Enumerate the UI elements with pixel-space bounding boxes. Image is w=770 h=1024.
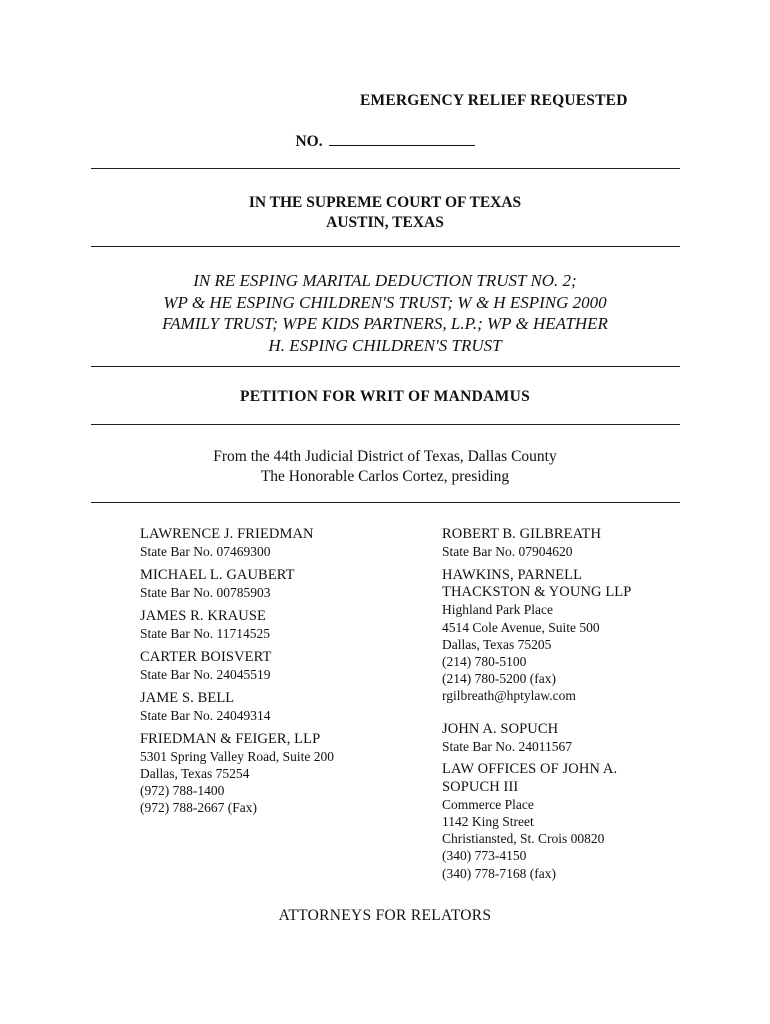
attorney-entry xyxy=(140,690,400,724)
firm-fax: (972) 788-2667 (Fax) xyxy=(140,800,257,816)
firm-fax: (340) 778-7168 (fax) xyxy=(442,865,556,881)
case-style-line-1: IN RE ESPING MARITAL DEDUCTION TRUST NO. 2; xyxy=(193,271,577,290)
court-line-1: IN THE SUPREME COURT OF TEXAS xyxy=(248,194,522,211)
attorney-bar-number: State Bar No. 07904620 xyxy=(442,544,573,560)
attorney-bar-number: State Bar No. 11714525 xyxy=(140,626,270,642)
attorney-bar-number: State Bar No. 24011567 xyxy=(442,738,572,754)
attorney-entry xyxy=(140,649,400,683)
attorney-bar-number: State Bar No. 24045519 xyxy=(140,666,271,682)
emergency-relief-heading: EMERGENCY RELIEF REQUESTED xyxy=(360,92,628,109)
case-style-line-4: H. ESPING CHILDREN'S TRUST xyxy=(268,335,502,355)
firm-block xyxy=(442,761,702,881)
court-name xyxy=(0,193,770,233)
origin-line-2: The Honorable Carlos Cortez, presiding xyxy=(260,468,510,485)
attorney-entry xyxy=(140,526,400,560)
firm-address-line: 1142 King Street xyxy=(442,814,534,830)
firm-address-line: Dallas, Texas 75205 xyxy=(442,636,552,652)
case-style-line-2: WP & HE ESPING CHILDREN'S TRUST; W & H ESPING 2000 xyxy=(163,292,607,312)
firm-email: rgilbreath@hptylaw.com xyxy=(442,688,576,704)
firm-name: THACKSTON & YOUNG LLP xyxy=(442,584,632,601)
divider xyxy=(91,168,680,169)
case-style xyxy=(0,270,770,356)
firm-address-line: 5301 Spring Valley Road, Suite 200 xyxy=(140,748,334,764)
attorney-entry xyxy=(140,608,400,642)
firm-block xyxy=(140,731,400,817)
attorney-name: CARTER BOISVERT xyxy=(140,648,272,665)
left-counsel-block xyxy=(140,526,400,823)
divider xyxy=(91,502,680,503)
attorney-name: MICHAEL L. GAUBERT xyxy=(140,566,295,583)
divider xyxy=(91,424,680,425)
attorney-name: ROBERT B. GILBREATH xyxy=(442,526,602,542)
attorney-entry xyxy=(442,721,702,755)
divider xyxy=(91,246,680,247)
firm-block xyxy=(442,567,702,705)
case-style-line-3: FAMILY TRUST; WPE KIDS PARTNERS, L.P.; WP & HEATHER xyxy=(162,314,608,333)
firm-address-line: Commerce Place xyxy=(442,796,534,812)
firm-name: FRIEDMAN & FEIGER, LLP xyxy=(140,730,321,747)
attorneys-for-relators: ATTORNEYS FOR RELATORS xyxy=(278,907,492,924)
document-title: PETITION FOR WRIT OF MANDAMUS xyxy=(239,388,530,405)
firm-address-line: Dallas, Texas 75254 xyxy=(140,765,250,781)
attorney-name: JAMES R. KRAUSE xyxy=(140,607,266,624)
firm-address-line: 4514 Cole Avenue, Suite 500 xyxy=(442,619,600,635)
origin xyxy=(0,447,770,487)
attorney-name: JOHN A. SOPUCH xyxy=(442,720,559,737)
firm-address-line: Highland Park Place xyxy=(442,602,553,618)
firm-name: SOPUCH III xyxy=(442,778,519,795)
attorney-bar-number: State Bar No. 24049314 xyxy=(140,707,271,723)
firm-phone: (972) 788-1400 xyxy=(140,783,225,799)
attorney-bar-number: State Bar No. 07469300 xyxy=(140,544,271,560)
case-number xyxy=(0,133,770,151)
court-line-2: AUSTIN, TEXAS xyxy=(326,214,444,231)
case-number-blank xyxy=(329,144,475,146)
origin-line-1: From the 44th Judicial District of Texas, Dallas County xyxy=(213,448,557,465)
attorney-bar-number: State Bar No. 00785903 xyxy=(140,585,271,601)
firm-name: HAWKINS, PARNELL xyxy=(442,566,583,583)
right-counsel-block xyxy=(442,526,702,888)
firm-phone: (214) 780-5100 xyxy=(442,653,527,669)
attorney-name: JAME S. BELL xyxy=(140,689,235,706)
firm-fax: (214) 780-5200 (fax) xyxy=(442,671,556,687)
firm-phone: (340) 773-4150 xyxy=(442,848,527,864)
divider xyxy=(91,366,680,367)
attorney-entry xyxy=(442,526,702,560)
attorney-name: LAWRENCE J. FRIEDMAN xyxy=(140,526,314,542)
attorney-entry xyxy=(140,567,400,601)
case-number-label: NO. xyxy=(295,133,323,150)
firm-address-line: Christiansted, St. Crois 00820 xyxy=(442,831,605,847)
firm-name: LAW OFFICES OF JOHN A. xyxy=(442,761,618,778)
